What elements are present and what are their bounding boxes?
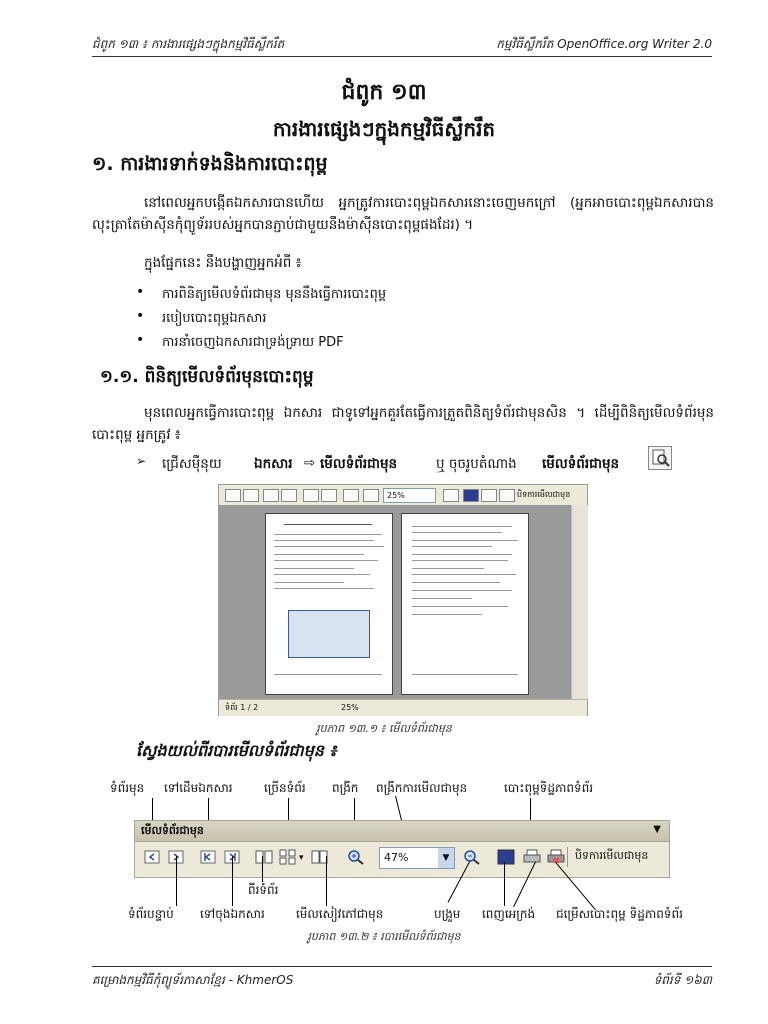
preview-screenshot — [218, 484, 588, 716]
list-intro: ក្នុងផ្នែកនេះ នឹងបង្ហាញអ្នកអំពី ៖ — [144, 255, 302, 271]
list-item — [136, 332, 696, 356]
footer-left: គម្រោងកម្មវិធីកុំព្យូទ័រភាសាខ្មែរ - KhmerOS — [92, 973, 294, 987]
label-two-pages: ពីរទំព័រ — [248, 883, 279, 897]
toolbar-menu-arrow-icon[interactable]: ▼ — [653, 824, 661, 835]
step-line — [136, 452, 696, 478]
vertical-scrollbar — [571, 505, 588, 699]
close-preview-button: បិទការមើលជាមុន — [517, 490, 571, 499]
preview-page-2 — [401, 513, 529, 695]
header-right: កម្មវិធីស្លឹករឹត OpenOffice.org Writer 2.0 — [496, 37, 712, 51]
step-prefix: ជ្រើសម៉ឺនុយ — [162, 456, 222, 472]
preview-dialog-thumbnail — [288, 610, 370, 658]
two-pages-icon — [303, 489, 319, 502]
status-page: ទំព័រ 1 / 2 — [225, 703, 259, 712]
multiple-pages-dropdown-icon[interactable]: ▾ — [299, 853, 304, 863]
icon-label: មើលទំព័រជាមុន — [542, 456, 620, 472]
preview-paragraph: មុនពេលអ្នកធ្វើការបោះពុម្ព ឯកសារ ជាទូទៅអ្នកគួរតែធ្វើការត្រួតពិនិត្យទំព័រជាមុនសិន ។ ដើម្បីពិនិត្យមើលទំព័រមុនបោះពុម្ព អ្នកត្រូវ ៖ — [92, 405, 714, 443]
label-zoom-preview: ពង្រីកការមើលជាមុន — [376, 781, 468, 795]
bullet-dot: • — [136, 308, 145, 324]
list-item — [136, 284, 696, 308]
zoom-value: 47% — [384, 851, 409, 864]
zoom-select: 25% — [383, 488, 436, 503]
screenshot-toolbar — [219, 485, 587, 506]
print-page-view-icon[interactable] — [523, 849, 541, 865]
toolbar-title: មើលទំព័រជាមុន — [141, 824, 204, 837]
print-options-icon — [499, 489, 515, 502]
page-preview-icon — [648, 446, 672, 470]
multiple-pages-icon[interactable] — [279, 849, 297, 865]
section-heading: ១. ការងារទាក់ទងនិងការបោះពុម្ព — [92, 153, 328, 175]
previous-page-icon — [225, 489, 241, 502]
zoom-dropdown-icon[interactable]: ▼ — [438, 848, 454, 868]
preview-area — [219, 505, 571, 699]
status-zoom: 25% — [341, 703, 359, 712]
label-zoom-in: ពង្រីក — [332, 781, 359, 795]
preview-page-1 — [265, 513, 393, 695]
list-item-text: ការពិនិត្យមើលទំព័រជាមុន មុននឹងធ្វើការបោះពុម្ព — [162, 287, 387, 302]
label-previous-page: ទំព័រមុន — [110, 781, 145, 795]
step-or: ឬ ចុចរូបតំណាង — [436, 456, 517, 472]
label-print-options: ជម្រើសបោះពុម្ព ទិដ្ឋភាពទំព័រ — [556, 907, 683, 921]
book-preview-icon — [343, 489, 359, 502]
footer-page-number: ទំព័រទី ១៦៣ — [653, 973, 712, 987]
chapter-number: ជំពូក ១៣ — [341, 80, 427, 105]
chapter-title: ការងារផ្សេងៗក្នុងកម្មវិធីស្លឹករឹត — [272, 117, 496, 141]
label-full-screen: ពេញអេក្រង់ — [482, 907, 536, 921]
zoom-out-icon — [443, 489, 459, 502]
full-screen-icon[interactable] — [497, 849, 515, 865]
last-page-icon — [281, 489, 297, 502]
close-preview-button[interactable]: បិទការមើលជាមុន — [575, 849, 649, 862]
list-item-text: ការនាំចេញឯកសារជាទ្រង់ទ្រាយ PDF — [162, 335, 344, 350]
label-book-preview: មើលសៀវភៅជាមុន — [296, 907, 384, 921]
topic-list — [136, 284, 696, 356]
zoom-in-icon[interactable] — [347, 849, 365, 865]
zoom-out-icon[interactable] — [463, 849, 481, 865]
bullet-dot: • — [136, 284, 145, 300]
header-rule — [92, 56, 712, 57]
menu-file: ឯកសារ — [254, 456, 293, 472]
footer-rule — [92, 966, 712, 967]
label-next-page: ទំព័របន្ទាប់ — [128, 907, 174, 921]
two-pages-icon[interactable] — [255, 849, 273, 865]
label-zoom-out: បង្រួម — [434, 907, 461, 921]
multiple-pages-icon — [321, 489, 337, 502]
menu-arrow-icon: ⇨ — [304, 455, 316, 471]
first-page-icon — [263, 489, 279, 502]
full-screen-icon — [463, 489, 479, 502]
previous-page-icon[interactable] — [143, 849, 161, 865]
header-left: ជំពូក ១៣ ៖ ការងារផ្សេងៗក្នុងកម្មវិធីស្លឹករឹត — [92, 37, 285, 51]
toolbar-title-bar — [135, 821, 669, 842]
label-multiple-pages: ច្រើនទំព័រ — [264, 781, 306, 795]
subsection-heading: ១.១. ពិនិត្យមើលទំព័រមុនបោះពុម្ព — [100, 367, 314, 387]
print-icon — [481, 489, 497, 502]
menu-page-preview: មើលទំព័រជាមុន — [320, 456, 398, 472]
intro-paragraph: នៅពេលអ្នកបង្កើតឯកសារបានហើយ អ្នកត្រូវការបោះពុម្ពឯកសារនោះចេញមកក្រៅ (អ្នកអាចបោះពុម្ពឯកសារបាន លុះត្រាតែម៉ាស៊ីនកុំព្យូទ័ររបស់អ្នកបានភ្ជាប់ជាមួយនឹងម៉ាស៊ីនបោះពុម្ពផងដែរ) ។ — [92, 195, 714, 233]
arrow-bullet-icon: ➢ — [136, 454, 147, 468]
zoom-in-icon — [363, 489, 379, 502]
zoom-select[interactable] — [379, 847, 455, 869]
page-preview-toolbar — [134, 820, 670, 878]
bullet-dot: • — [136, 332, 145, 348]
label-print-view: បោះពុម្ពទិដ្ឋភាពទំព័រ — [504, 781, 594, 795]
status-bar — [219, 699, 587, 716]
next-page-icon — [243, 489, 259, 502]
label-last-page: ទៅចុងឯកសារ — [200, 907, 265, 921]
toolbar-heading: ស្វែងយល់ពីរបារមើលទំព័រជាមុន ៖ — [136, 741, 337, 760]
figure2-caption: រូបភាព ១៣.២ ៖ របារមើលទំព័រជាមុន — [307, 930, 461, 943]
list-item — [136, 308, 696, 332]
label-first-page: ទៅដើមឯកសារ — [164, 781, 233, 795]
figure-caption: រូបភាព ១៣.១ ៖ មើលទំព័រជាមុន — [316, 722, 452, 735]
list-item-text: របៀបបោះពុម្ពឯកសារ — [162, 311, 267, 326]
first-page-icon[interactable] — [199, 849, 217, 865]
